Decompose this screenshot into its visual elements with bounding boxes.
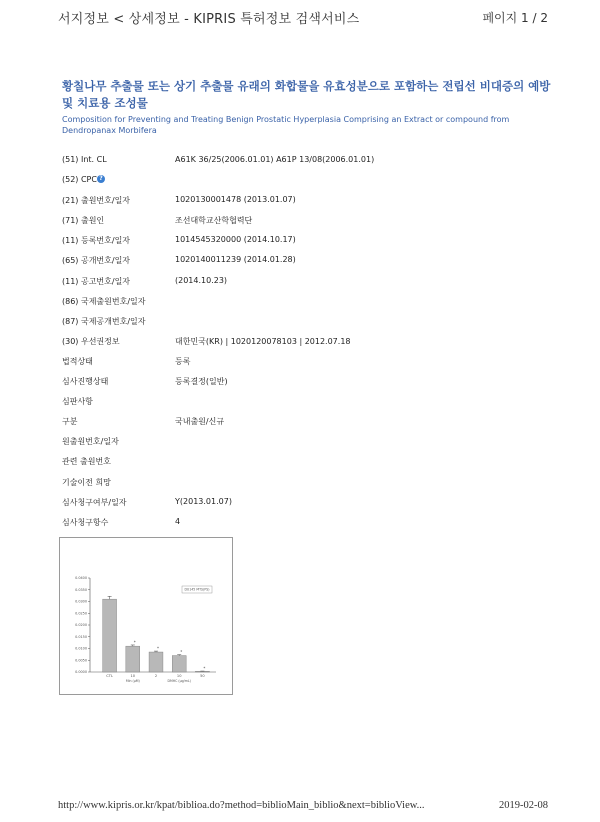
bibliographic-fields bbox=[62, 152, 542, 534]
field-row bbox=[62, 373, 542, 393]
x-tick-label: 2 bbox=[154, 674, 158, 678]
field-row bbox=[62, 273, 542, 293]
field-value: 조선대학교산학협력단 bbox=[175, 216, 253, 226]
significance-marker: * bbox=[203, 666, 206, 672]
field-label: 법적상태 bbox=[62, 356, 93, 366]
y-tick-label: 0.0350 bbox=[75, 587, 87, 592]
field-value: 등록결정(일반) bbox=[175, 377, 228, 387]
field-row bbox=[62, 152, 542, 172]
bar-chart bbox=[60, 538, 232, 694]
footer-date: 2019-02-08 bbox=[499, 800, 548, 811]
field-label: (86) 국제출원번호/일자 bbox=[62, 296, 146, 306]
field-label: 원출원번호/일자 bbox=[62, 437, 119, 447]
field-row bbox=[62, 192, 542, 212]
bar bbox=[195, 671, 209, 672]
x-tick-label: 10 bbox=[130, 674, 136, 678]
field-row bbox=[62, 393, 542, 413]
y-tick-label: 0.0200 bbox=[75, 623, 87, 628]
field-label: (51) Int. CL bbox=[62, 155, 107, 164]
field-row bbox=[62, 453, 542, 473]
page-header-breadcrumb: 서지정보 < 상세정보 - KIPRIS 특허정보 검색서비스 bbox=[58, 12, 360, 27]
page-number: 페이지 1 / 2 bbox=[482, 11, 548, 25]
field-label: (87) 국제공개번호/일자 bbox=[62, 316, 146, 326]
bar bbox=[172, 656, 186, 672]
x-group-label: DMHC (μg/mL) bbox=[167, 679, 191, 683]
field-row bbox=[62, 433, 542, 453]
field-label: 기술이전 희망 bbox=[62, 477, 111, 487]
field-label: 심사청구항수 bbox=[62, 517, 109, 527]
bar bbox=[103, 599, 117, 672]
field-value: 국내출원/신규 bbox=[175, 417, 225, 427]
y-tick-label: 0.0050 bbox=[75, 658, 87, 663]
field-label: (21) 출원번호/일자 bbox=[62, 196, 131, 206]
y-tick-label: 0.0100 bbox=[75, 646, 87, 651]
field-label: 관련 출원번호 bbox=[62, 457, 111, 467]
field-row bbox=[62, 172, 542, 192]
field-label: (71) 출원인 bbox=[62, 216, 105, 226]
field-label: 심사진행상태 bbox=[62, 377, 109, 387]
y-tick-label: 0.0300 bbox=[75, 599, 87, 604]
field-value: 1020130001478 (2013.01.07) bbox=[175, 195, 296, 205]
field-label: 심판사항 bbox=[62, 397, 93, 407]
field-value: 1014545320000 (2014.10.17) bbox=[175, 235, 296, 245]
y-tick-label: 0.0000 bbox=[75, 670, 87, 675]
field-row bbox=[62, 212, 542, 232]
x-group-label: Min (μM) bbox=[125, 679, 140, 683]
legend-label: DU145 MTS(PS) bbox=[184, 587, 210, 592]
patent-title-korean: 황칠나무 추출물 또는 상기 추출물 유래의 화합물을 유효성분으로 포함하는 전립선 비대증의 예방 및 치료용 조성물 bbox=[62, 79, 551, 110]
significance-marker: * bbox=[133, 639, 136, 645]
bar bbox=[149, 652, 163, 672]
field-row bbox=[62, 514, 542, 534]
field-row bbox=[62, 474, 542, 494]
field-label: (11) 등록번호/일자 bbox=[62, 236, 131, 246]
field-row bbox=[62, 293, 542, 313]
field-value: Y(2013.01.07) bbox=[175, 496, 232, 506]
field-label: 구분 bbox=[62, 417, 78, 427]
x-tick-label: CTL bbox=[106, 674, 113, 678]
significance-marker: * bbox=[157, 646, 159, 652]
x-tick-label: 50 bbox=[200, 674, 205, 678]
field-row bbox=[62, 313, 542, 333]
field-label: (30) 우선권정보 bbox=[62, 336, 120, 346]
field-value: A61K 36/25(2006.01.01) A61P 13/08(2006.01.01) bbox=[175, 155, 375, 164]
patent-title-english: Composition for Preventing and Treating Benign Prostatic Hyperplasia Comprising an Extract or compound from Dendropanax Morbifera bbox=[62, 115, 510, 135]
field-value: (2014.10.23) bbox=[175, 275, 228, 285]
field-value: 등록 bbox=[175, 356, 191, 366]
x-tick-label: 10 bbox=[176, 674, 182, 678]
chart-figure bbox=[59, 537, 233, 695]
footer-url: http://www.kipris.or.kr/kpat/biblioa.do?method=biblioMain_biblio&next=biblioView... bbox=[58, 800, 425, 811]
field-row bbox=[62, 333, 542, 353]
field-value: 대한민국(KR) | 1020120078103 | 2012.07.18 bbox=[175, 336, 351, 346]
y-tick-label: 0.0250 bbox=[75, 611, 87, 616]
bar bbox=[126, 646, 140, 672]
field-value: 4 bbox=[175, 516, 181, 526]
field-label: (52) CPC bbox=[62, 175, 97, 185]
field-label: (11) 공고번호/일자 bbox=[62, 276, 131, 286]
help-icon[interactable]: ? bbox=[97, 175, 105, 183]
field-label: 심사청구여부/일자 bbox=[62, 497, 127, 507]
field-label: (65) 공개번호/일자 bbox=[62, 256, 131, 266]
field-row bbox=[62, 252, 542, 272]
field-value: 1020140011239 (2014.01.28) bbox=[175, 255, 296, 265]
y-tick-label: 0.0150 bbox=[75, 634, 87, 639]
significance-marker: * bbox=[180, 649, 183, 655]
field-row bbox=[62, 494, 542, 514]
field-row bbox=[62, 353, 542, 373]
field-row bbox=[62, 413, 542, 433]
field-row bbox=[62, 232, 542, 252]
y-tick-label: 0.0400 bbox=[75, 576, 87, 581]
